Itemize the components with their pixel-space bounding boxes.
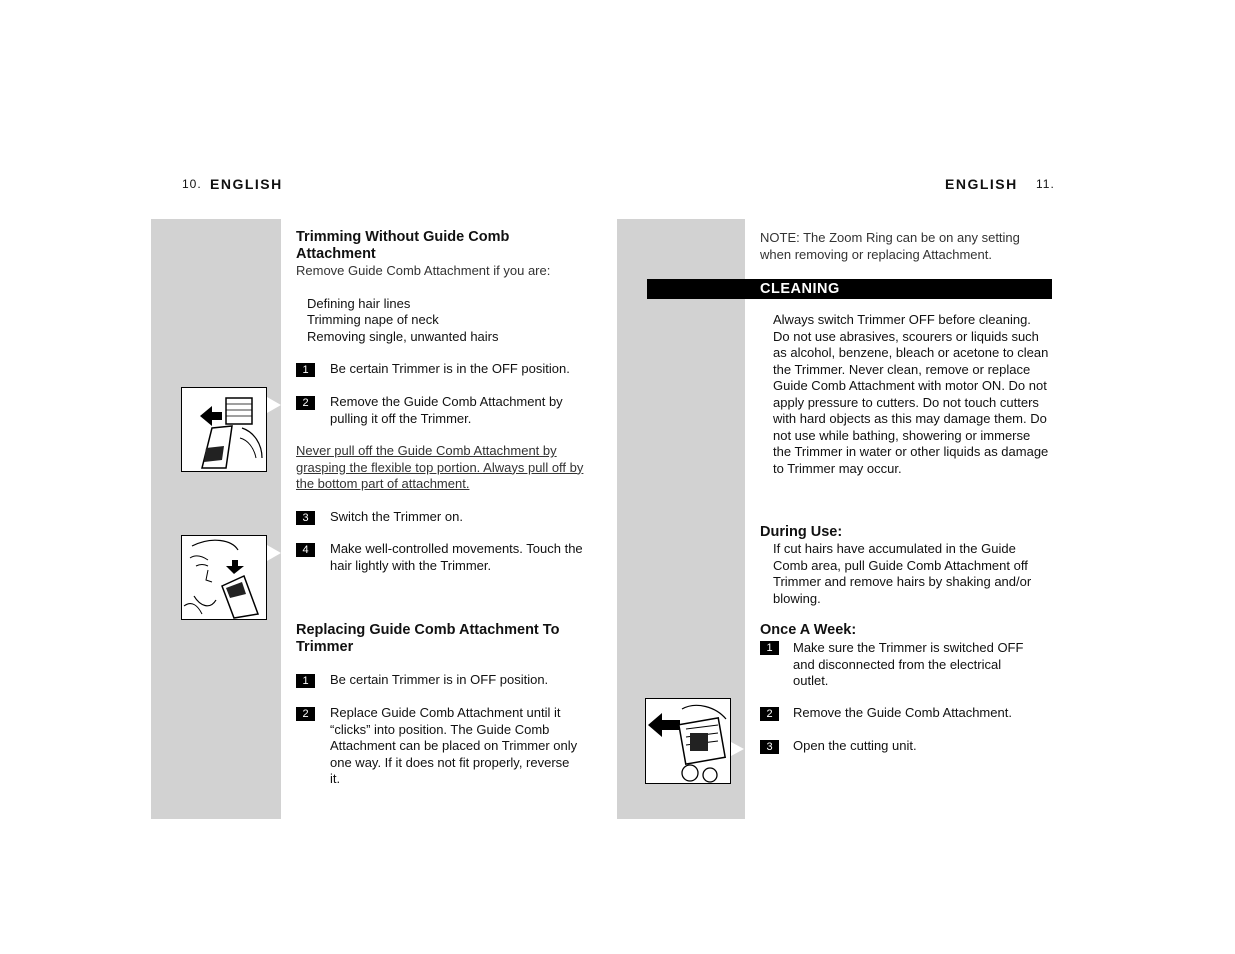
- step-number: 1: [296, 363, 315, 377]
- left-running-head: ENGLISH: [210, 176, 283, 192]
- weekly-title: Once A Week:: [760, 622, 857, 638]
- section-title-trimming: Trimming Without Guide Comb Attachment: [296, 229, 510, 262]
- step-number: 3: [760, 740, 779, 754]
- cleaning-heading-bar: [647, 279, 1052, 299]
- pointer-triangle: [267, 545, 281, 561]
- section-title-replacing: Replacing Guide Comb Attachment To Trimmer: [296, 622, 560, 655]
- step-number: 2: [760, 707, 779, 721]
- during-use-text: If cut hairs have accumulated in the Guide Comb area, pull Guide Comb Attachment off Trimmer and remove hairs by shaking and/or blowing.: [773, 541, 1032, 606]
- left-page-number: 10.: [182, 177, 202, 191]
- step-text: Make well-controlled movements. Touch the hair lightly with the Trimmer.: [330, 541, 583, 573]
- trimming-face-illustration: [181, 535, 267, 620]
- step-number: 2: [296, 396, 315, 410]
- step-text: Remove the Guide Comb Attachment by pulling it off the Trimmer.: [330, 394, 563, 426]
- step-text: Remove the Guide Comb Attachment.: [793, 705, 1012, 720]
- step-number: 4: [296, 543, 315, 557]
- remove-comb-illustration: [181, 387, 267, 472]
- right-running-head: ENGLISH: [945, 176, 1018, 192]
- during-use-title: During Use:: [760, 524, 843, 540]
- pointer-triangle: [267, 397, 281, 413]
- step-text: Switch the Trimmer on.: [330, 509, 463, 524]
- step-text: Open the cutting unit.: [793, 738, 917, 753]
- left-margin-band: [151, 219, 281, 819]
- right-page-number: 11.: [1036, 177, 1055, 191]
- step-number: 1: [760, 641, 779, 655]
- bullet-item: Trimming nape of neck: [307, 312, 439, 327]
- warning-note: Never pull off the Guide Comb Attachment by grasping the flexible top portion. Always pull off by the bottom part of attachment.: [296, 443, 584, 491]
- step-text: Make sure the Trimmer is switched OFF and disconnected from the electrical outlet.: [793, 640, 1024, 688]
- step-number: 3: [296, 511, 315, 525]
- remove-attachment-illustration: [645, 698, 731, 784]
- cleaning-text: Always switch Trimmer OFF before cleaning. Do not use abrasives, scourers or liquids such as alcohol, benzene, bleach or acetone to clean the Trimmer. Never clean, remove or replace Guide Comb Attachment with motor ON. Do not apply pressure to cutters. Do not touch cutters with hard objects as this may damage them. Do not use while bathing, showering or immerse the Trimmer in water or other liquids as damage to Trimmer may occur.: [773, 312, 1049, 476]
- step-text: Replace Guide Comb Attachment until it “clicks” into position. The Guide Comb Attachment can be placed on Trimmer only one way. If it does not fit properly, reverse it.: [330, 705, 578, 786]
- zoom-ring-note: NOTE: The Zoom Ring can be on any setting when removing or replacing Attachment.: [760, 230, 1020, 262]
- bullet-item: Removing single, unwanted hairs: [307, 329, 499, 344]
- pointer-triangle: [731, 742, 744, 756]
- section-intro: Remove Guide Comb Attachment if you are:: [296, 263, 551, 278]
- step-number: 2: [296, 707, 315, 721]
- step-text: Be certain Trimmer is in the OFF position.: [330, 361, 570, 376]
- step-text: Be certain Trimmer is in OFF position.: [330, 672, 549, 687]
- step-number: 1: [296, 674, 315, 688]
- cleaning-heading: CLEANING: [760, 281, 840, 297]
- bullet-item: Defining hair lines: [307, 296, 411, 311]
